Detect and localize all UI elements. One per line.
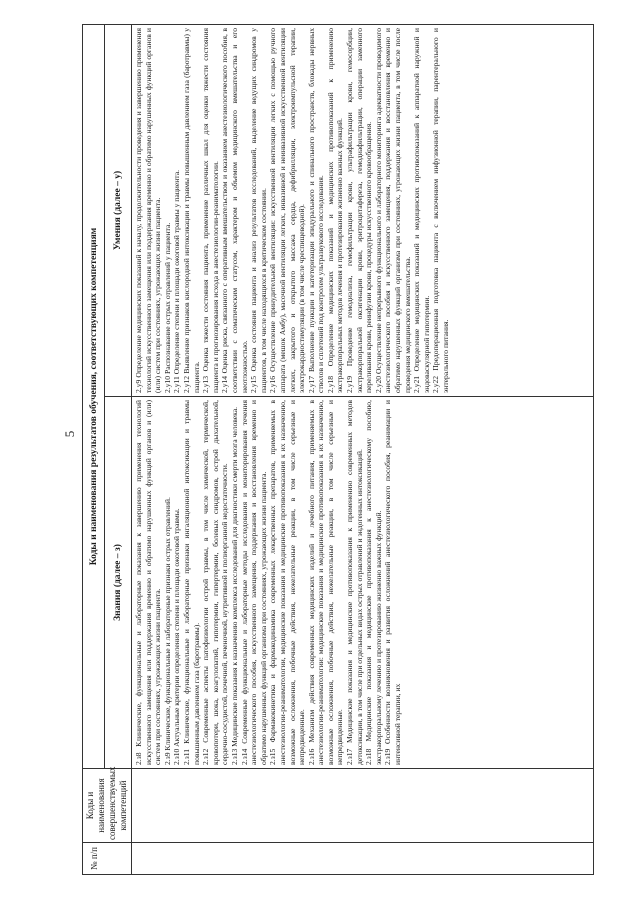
skills-column: [132, 25, 594, 397]
skills-item: 2.у11 Определение степени и площади ожоговой травмы у пациента.: [172, 170, 182, 393]
competencies-table: [82, 24, 594, 875]
skills-item: 2.у12 Выявление признаков кислородной интоксикации и травмы повышенным давлением газа (баротравмы) у пациента.: [181, 28, 201, 393]
header-number: № п/п: [83, 843, 132, 875]
header-skills: Умения (далее – у): [105, 25, 132, 397]
skills-item: 2.у10 Распознавание острых отравлений у пациента.: [162, 222, 172, 393]
skills-item: 2.у18 Определение медицинских показаний и медицинских противопоказаний к применению экстракорпоральных методов лечения и протезирования жизненно важных функций.: [325, 28, 345, 393]
knowledge-item: 2.з19 Особенности возникновения и развития осложнений анестезиологического пособия, реанимации и интенсивной терапии, их: [383, 400, 403, 765]
knowledge-item: 2.з12 Современные аспекты патофизиологии острой травмы, в том числе химической, термической, кровопотери, шока, коагулопатий, гипотермии, гипертермии, болевых синдромов, острой дыхательной, сердечно-сосудистой, почечной, печеночной, нутритивной и полиорганной недостаточности.: [201, 400, 230, 765]
skills-item: 2.у16 Осуществление принудительной вентиляции: искусственной вентиляции легких с помощью ручного аппарата (мешок Амбу), масочной вентиляции легких, инвазивной и неинвазивной искусственной вентиляции легких, закрытого и открытого массажа сердца, дефибрилляции, электроимпульсной терапии, электрокардиостимуляции (в том числе чреспищеводной).: [268, 28, 307, 393]
knowledge-item: 2.з9 Клинические, функциональные и лабораторные признаки острых отравлений.: [162, 497, 172, 765]
knowledge-item: 2.з17 Медицинские показания и медицинские противопоказания к применению современных методов детоксикации, в том числе при отдельных видах острых отравлений и эндогенных интоксикаций.: [345, 400, 364, 765]
knowledge-column: [132, 397, 594, 769]
knowledge-item: 2.з10 Актуальные критерии определения степени и площади ожоговой травмы.: [172, 508, 182, 765]
knowledge-item: 2.з8 Клинические, функциональные и лабораторные показания к завершению применения технологий искусственного замещения или поддержания временно и обратимо нарушенных функций органов и (или) систем при состояниях, угрожающих жизни пациента.: [134, 400, 163, 765]
knowledge-item: 2.з14 Современные функциональные и лабораторные методы исследования и мониторирования течения анестезиологического пособия, искусственного замещения, поддержания и восстановления временно и обратимо нарушенных функций организма при состояниях, угрожающих жизни пациента.: [239, 400, 268, 765]
knowledge-item: 2.з18 Медицинские показания и медицинские противопоказания к анестезиологическому пособию, экстракорпоральному лечению и протезированию жизненно важных функций.: [364, 400, 383, 765]
header-knowledge: Знания (далее – з): [105, 397, 132, 769]
skills-item: 2.у9 Определение медицинских показаний к началу, продолжительности проведения и завершению применения технологий искусственного замещения или поддержания временно и обратимо нарушенных функций органов и (или) систем при состояниях, угрожающих жизни пациента.: [134, 28, 163, 393]
skills-item: 2.у19 Проведение гемодиализа, гемофильтрации крови, ультрафильтрации крови, гемосорбции, экстракорпоральной оксигенации крови, эритроцитафереза, гемодиафильтрации, операции заменного переливания крови, реинфузии крови, процедуры искусственного кровообращения.: [345, 28, 374, 393]
knowledge-item: 2.з13 Медицинские показания к назначению комплекса исследований для диагностики смерти мозга человека.: [229, 407, 239, 765]
row-number-cell: [132, 843, 594, 875]
skills-item: 2.у17 Выполнение пункции и катетеризации эпидурального и спинального пространств, блокады нервных стволов и сплетений под контролем ультразвукового исследования.: [306, 28, 326, 393]
knowledge-item: 2.з11 Клинические, функциональные и лабораторные признаки ингаляционной интоксикации и травмы повышенным давлением газа (баротравмы).: [181, 400, 201, 765]
skills-item: 2.у20 Осуществление непрерывного функционального и лабораторного мониторинга адекватности проводимого анестезиологического пособия и искусственного замещения, поддержания и восстановления временно и обратимо нарушенных функций организма при состояниях, угрожающих жизни пациента, в том числе после проведения медицинского вмешательства.: [373, 28, 412, 393]
skills-item: 2.у14 Оценка риска, связанного с оперативным вмешательством и оказанием анестезиологического пособия, в соответствии с соматическим статусом, характером и объемом медицинского вмешательства и его неотложностью.: [220, 28, 249, 393]
skills-item: 2.у15 Оценка состояния пациента и анализ результатов исследований, выделение ведущих синдромов у пациентов, в том числе находящихся в критическом состоянии.: [249, 28, 268, 393]
skills-item: 2.у21 Определение медицинских показаний и медицинских противопоказаний к аппаратной наружной и эндоваскулярной гипотермии.: [412, 28, 431, 393]
header-results: Коды и наименования результатов обучения, соответствующих компетенциям: [83, 25, 105, 769]
header-codes: Коды и наименования совершенствуемых компетенций: [83, 769, 132, 843]
skills-item: 2.у13 Оценка тяжести состояния пациента, применение различных шкал для оценки тяжести состояния пациента и прогнозирования исхода в анестезиологии-реаниматологии.: [201, 28, 220, 393]
knowledge-item: 2.з16 Механизм действия современных медицинских изделий и лечебного питания, применяемых в анестезиологии-реаниматологии: медицинские показания и медицинские противопоказания к их назначению, возможные осложнения, побочные действия, нежелательные реакции, в том числе серьезные и непредвиденные.: [306, 400, 345, 765]
row-codes-cell: [132, 769, 594, 843]
skills-item: 2.у22 Предоперационная подготовка пациента с включением инфузионной терапии, парентерального и энтерального питания.: [431, 28, 450, 393]
rotated-table-container: [82, 25, 594, 875]
knowledge-item: 2.з15 Фармакокинетика и фармакодинамика современных лекарственных препаратов, применяемых в анестезиологии-реаниматологии, медицинские показания и медицинские противопоказания к их назначению, возможные осложнения, побочные действия, нежелательные реакции, в том числе серьезные и непредвиденные.: [268, 400, 307, 765]
page-number: 5: [62, 430, 77, 438]
